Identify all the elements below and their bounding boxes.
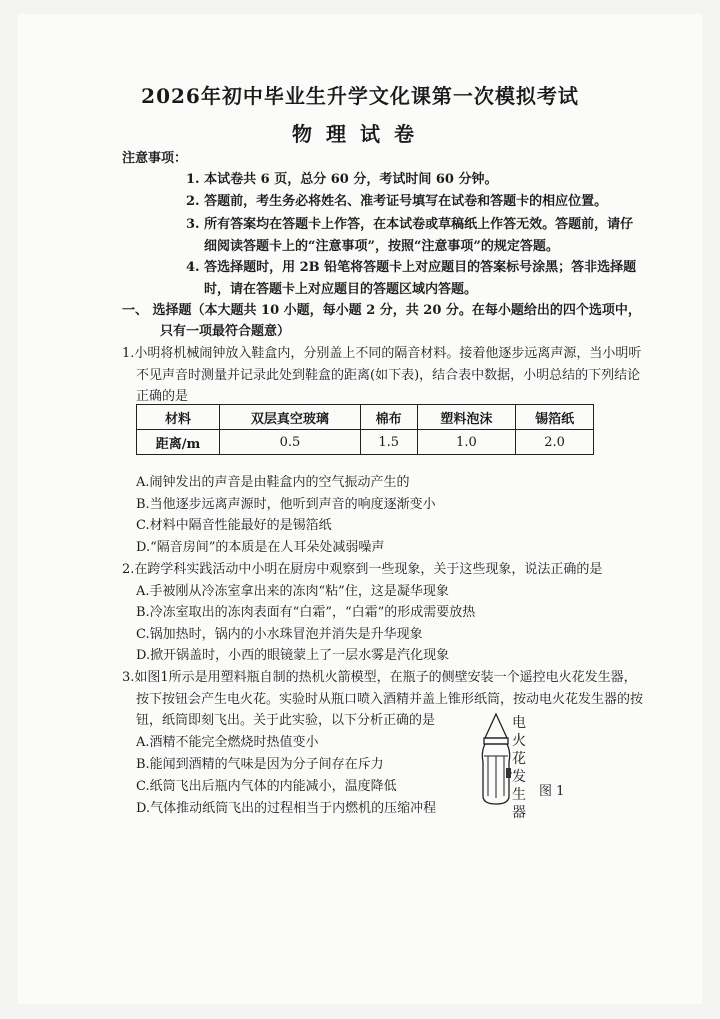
- q3-option-d: D.气体推动纸筒飞出的过程相当于内燃机的压缩冲程: [136, 801, 437, 816]
- q2-option-a: A.手被刚从冷冻室拿出来的冻肉“粘”住，这是凝华现象: [136, 584, 449, 599]
- note-item: 时，请在答题卡上对应题目的答题区域内答题。: [204, 282, 478, 297]
- q3-option-b: B.能闻到酒精的气味是因为分子间存在斥力: [136, 757, 384, 772]
- table-cell: 塑料泡沫: [417, 405, 516, 430]
- table-cell: 2.0: [516, 430, 594, 455]
- q2-stem: 2.在跨学科实践活动中小明在厨房中观察到一些现象，关于这些现象，说法正确的是: [122, 562, 603, 577]
- table-cell: 材料: [137, 405, 220, 430]
- q1-option-d: D.“隔音房间”的本质是在人耳朵处减弱噪声: [136, 540, 385, 555]
- table-cell: 1.0: [417, 430, 516, 455]
- q1-option-b: B.当他逐步远离声源时，他听到声音的响度逐渐变小: [136, 497, 436, 512]
- q1-stem: 1.小明将机械闹钟放入鞋盒内，分别盖上不同的隔音材料。接着他逐步远离声源，当小明听: [122, 346, 642, 361]
- q2-option-b: B.冷冻室取出的冻肉表面有“白霜”，“白霜”的形成需要放热: [136, 605, 476, 620]
- q1-data-table: [136, 404, 594, 455]
- section-heading: 一、 选择题（本大题共 10 小题，每小题 2 分，共 20 分。在每小题给出的四个选项中，: [122, 303, 641, 318]
- notes-heading: 注意事项：: [122, 151, 188, 166]
- q1-option-c: C.材料中隔音性能最好的是锡箔纸: [136, 518, 332, 533]
- note-item: 1. 本试卷共 6 页，总分 60 分，考试时间 60 分钟。: [186, 172, 498, 187]
- q1-stem: 不见声音时测量并记录此处到鞋盒的距离(如下表)，结合表中数据，小明总结的下列结论: [136, 368, 641, 383]
- table-header-row: [137, 405, 594, 430]
- figure-label: 电火花发生器: [512, 715, 526, 821]
- table-cell: 锡箔纸: [516, 405, 594, 430]
- table-cell: 1.5: [360, 430, 417, 455]
- q1-option-a: A.闹钟发出的声音是由鞋盒内的空气振动产生的: [136, 475, 410, 490]
- q2-option-c: C.锅加热时，锅内的小水珠冒泡并消失是升华现象: [136, 627, 423, 642]
- q3-stem: 3.如图1所示是用塑料瓶自制的热机火箭模型，在瓶子的侧壁安装一个遥控电火花发生器，: [122, 670, 637, 685]
- note-item: 细阅读答题卡上的“注意事项”，按照“注意事项”的规定答题。: [204, 239, 559, 254]
- q3-option-c: C.纸筒飞出后瓶内气体的内能减小，温度降低: [136, 779, 397, 794]
- table-row: [137, 430, 594, 455]
- note-item: 2. 答题前，考生务必将姓名、准考证号填写在试卷和答题卡的相应位置。: [186, 194, 608, 209]
- table-cell: 0.5: [220, 430, 361, 455]
- q2-option-d: D.掀开锅盖时，小西的眼镜蒙上了一层水雾是汽化现象: [136, 648, 450, 663]
- note-item: 3. 所有答案均在答题卡上作答，在本试卷或草稿纸上作答无效。答题前，请仔: [186, 217, 634, 232]
- exam-title: 2026年初中毕业生升学文化课第一次模拟考试: [141, 84, 579, 108]
- q3-option-a: A.酒精不能完全燃烧时热值变小: [136, 735, 319, 750]
- table-cell: 棉布: [360, 405, 417, 430]
- rocket-bottle-figure: [472, 712, 582, 822]
- note-item: 4. 答选择题时，用 2B 铅笔将答题卡上对应题目的答案标号涂黑；答非选择题: [186, 260, 637, 275]
- q3-stem: 按下按钮会产生电火花。实验时从瓶口喷入酒精并盖上锥形纸筒，按动电火花发生器的按: [136, 692, 644, 707]
- q3-stem: 钮，纸筒即刻飞出。关于此实验，以下分析正确的是: [136, 713, 436, 728]
- section-heading-cont: 只有一项最符合题意）: [160, 324, 291, 339]
- q1-stem: 正确的是: [136, 389, 189, 404]
- table-cell: 双层真空玻璃: [220, 405, 361, 430]
- figure-caption: 图 1: [539, 784, 565, 799]
- exam-subtitle: 物理试卷: [292, 122, 428, 146]
- table-cell: 距离/m: [137, 430, 220, 455]
